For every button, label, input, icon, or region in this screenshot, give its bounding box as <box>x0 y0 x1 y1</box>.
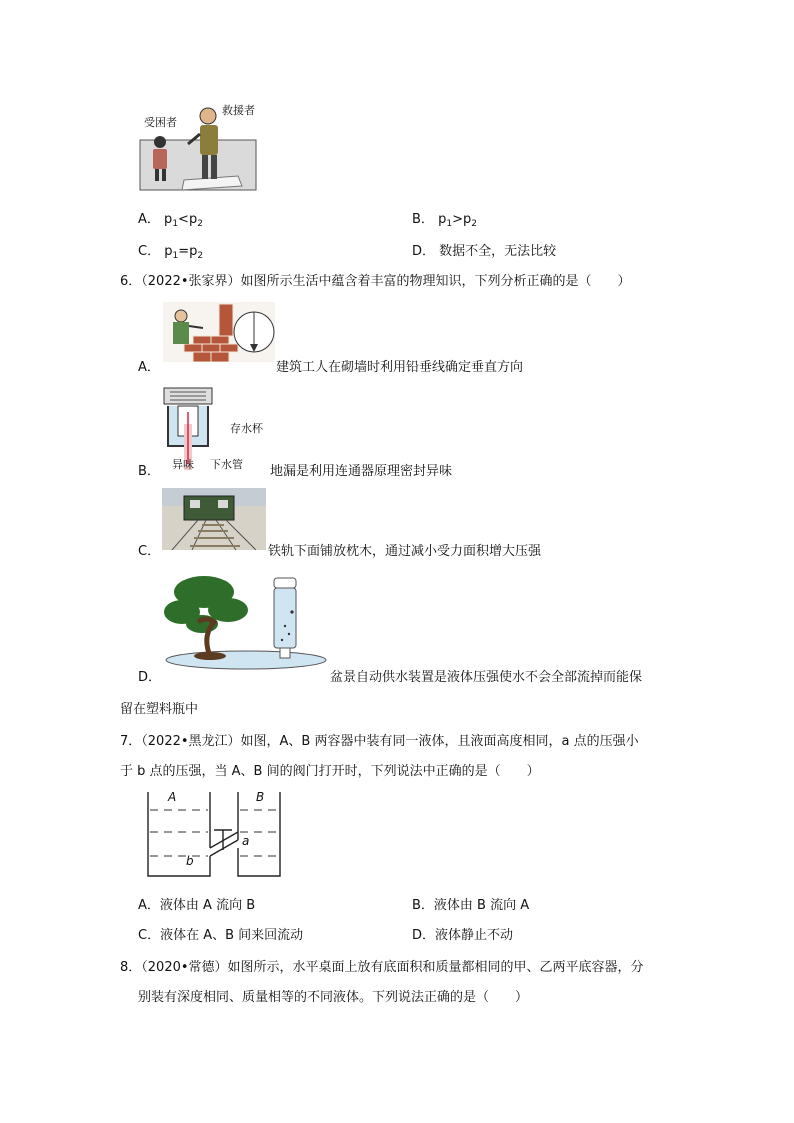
q5-option-d-text: 数据不全，无法比较 <box>439 244 557 259</box>
q6-option-d-text-line2: 留在塑料瓶中 <box>120 702 199 717</box>
q8-number: 8． <box>120 960 142 975</box>
q6-option-a-text: 建筑工人在砌墙时利用铅垂线确定垂直方向 <box>276 360 524 375</box>
railway-illustration <box>162 488 266 550</box>
q7-option-d-text: 液体静止不动 <box>435 928 514 943</box>
connected-containers-diagram <box>146 790 286 880</box>
q5-option-a-letter: A． <box>138 212 160 227</box>
q6-stem-text: （2022•张家界）如图所示生活中蕴含着丰富的物理知识，下列分析正确的是（ ） <box>141 274 631 289</box>
q5-option-d <box>412 240 556 259</box>
q5-option-b-letter: B． <box>412 212 434 227</box>
q5-rescue-figure <box>138 100 258 192</box>
q7-option-a-text: 液体由 A 流向 B <box>159 898 256 913</box>
q6-option-c-figure <box>162 488 266 550</box>
q7-stem-line1 <box>120 730 639 749</box>
q7-number: 7． <box>120 734 142 749</box>
q7-option-d <box>412 924 513 943</box>
q6-option-b-figure <box>160 384 270 470</box>
q6-option-c-text: 铁轨下面铺放枕木，通过减小受力面积增大压强 <box>268 544 542 559</box>
q7-container-b-label: B <box>256 790 265 804</box>
q6-option-d-letter: D． <box>138 670 162 685</box>
q7-option-b <box>412 894 529 913</box>
q5-option-c-letter: C． <box>138 244 161 259</box>
q8-stem-line1 <box>120 956 644 975</box>
q6-option-b-pipe-label: 下水管 <box>210 458 243 471</box>
q8-stem-text: （2020•常德）如图所示，水平桌面上放有底面积和质量都相同的甲、乙两平底容器，分 <box>141 960 644 975</box>
q6-option-b-text: 地漏是利用连通器原理密封异味 <box>270 464 453 479</box>
q5-option-b-text: $p_1>p_2$ <box>438 212 477 229</box>
q6-option-a-figure <box>163 302 275 362</box>
q6-number: 6． <box>120 274 142 289</box>
q7-option-b-text: 液体由 B 流向 A <box>433 898 530 913</box>
q5-option-b <box>412 208 477 229</box>
q7-container-a-label: A <box>168 790 177 804</box>
q5-victim-label: 受困者 <box>144 116 177 129</box>
q5-option-c <box>138 240 203 261</box>
q7-point-a-label: a <box>242 834 250 848</box>
q6-option-b-cup-label: 存水杯 <box>230 422 263 435</box>
q7-point-b-label: b <box>186 854 194 868</box>
q7-option-a <box>138 894 255 913</box>
plumb-line-illustration <box>163 302 275 362</box>
q6-option-a-letter: A． <box>138 360 160 375</box>
q6-option-d-figure <box>162 566 328 672</box>
q7-option-c-text: 液体在 A、B 间来回流动 <box>160 928 304 943</box>
q5-rescuer-label: 救援者 <box>222 104 255 117</box>
q7-stem-text: （2022•黑龙江）如图，A、B 两容器中装有同一液体，且液面高度相同，a 点的压强小 <box>141 734 639 749</box>
q7-option-b-letter: B． <box>412 898 434 913</box>
q8-stem-line2: 别装有深度相同、质量相等的不同液体。下列说法正确的是（ ） <box>138 990 529 1005</box>
q6-option-d-text-line1: 盆景自动供水装置是液体压强使水不会全部流掉而能保 <box>330 670 643 685</box>
q6-stem <box>120 270 631 289</box>
q7-option-c <box>138 924 303 943</box>
bonsai-water-supply-illustration <box>162 566 328 672</box>
q7-option-c-letter: C． <box>138 928 161 943</box>
q5-option-d-letter: D． <box>412 244 436 259</box>
q6-option-b-smell-label: 异味 <box>172 458 194 471</box>
q6-option-b-letter: B． <box>138 464 160 479</box>
q6-option-c-letter: C． <box>138 544 161 559</box>
q7-containers-figure <box>146 790 286 880</box>
q5-option-a-text: $p_1<p_2$ <box>164 212 203 229</box>
q7-stem-line2: 于 b 点的压强，当 A、B 间的阀门打开时，下列说法中正确的是（ ） <box>120 764 540 779</box>
q7-option-a-letter: A． <box>138 898 160 913</box>
q7-option-d-letter: D． <box>412 928 436 943</box>
q5-option-a <box>138 208 203 229</box>
q5-option-c-text: $p_1=p_2$ <box>164 244 204 261</box>
